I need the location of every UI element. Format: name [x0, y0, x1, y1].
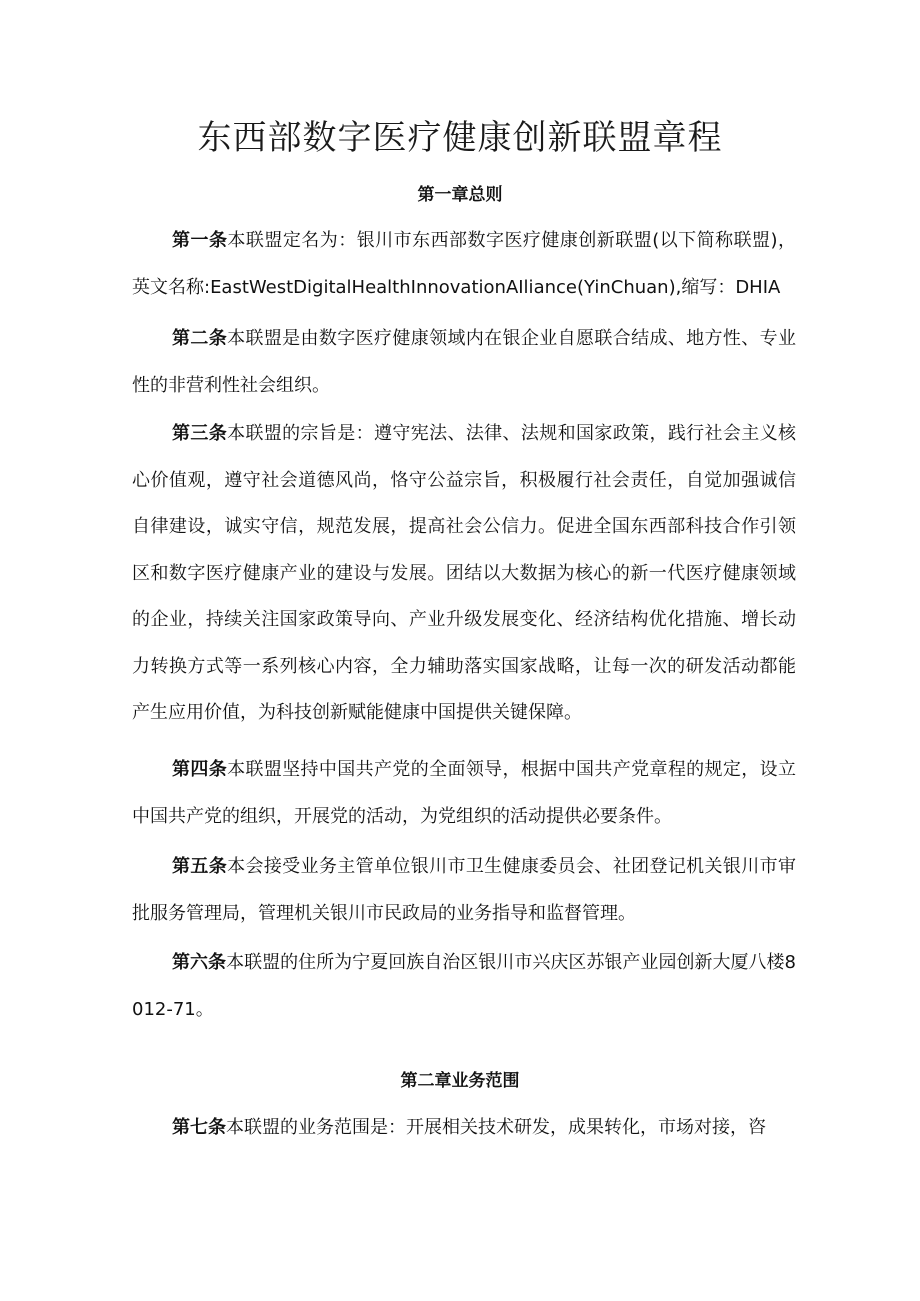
article-text: 本联盟的业务范围是：开展相关技术研发，成果转化，市场对接，咨 [226, 1117, 766, 1138]
article-label: 第一条 [172, 230, 228, 251]
article-text: 本联盟的宗旨是：遵守宪法、法律、法规和国家政策，践行社会主义核心价值观，遵守社会道德风尚，恪守公益宗旨，积极履行社会责任，自觉加强诚信自律建设，诚实守信，规范发展，提高社会公信力。促进全国东西部科技合作引领区和数字医疗健康产业的建设与发展。团结以大数据为核心的新一代医疗健康领域的企业，持续关注国家政策导向、产业升级发展变化、经济结构优化措施、增长动力转换方式等一系列核心内容，全力辅助落实国家战略，让每一次的研发活动都能产生应用价值，为科技创新赋能健康中国提供关键保障。 [132, 423, 796, 723]
article-text: 本会接受业务主管单位银川市卫生健康委员会、社团登记机关银川市审批服务管理局，管理机关银川市民政局的业务指导和监督管理。 [132, 856, 796, 924]
article-label: 第四条 [172, 759, 228, 780]
article-label: 第三条 [172, 423, 228, 444]
chapter-heading-1: 第一章总则 [417, 185, 503, 205]
article-5 [132, 844, 796, 937]
article-4 [132, 747, 796, 840]
article-6 [132, 940, 796, 1033]
article-label: 第二条 [172, 328, 228, 349]
article-1 [132, 218, 796, 311]
article-label: 第五条 [172, 856, 228, 877]
document-title: 东西部数字医疗健康创新联盟章程 [197, 118, 723, 158]
article-text: 本联盟的住所为宁夏回族自治区银川市兴庆区苏银产业园创新大厦八楼8012-71。 [132, 952, 797, 1020]
article-text: 本联盟坚持中国共产党的全面领导，根据中国共产党章程的规定，设立中国共产党的组织，开展党的活动，为党组织的活动提供必要条件。 [132, 759, 796, 827]
article-2 [132, 316, 796, 409]
article-label: 第七条 [172, 1117, 226, 1138]
article-text: 本联盟是由数字医疗健康领域内在银企业自愿联合结成、地方性、专业性的非营利性社会组织。 [132, 328, 796, 396]
article-3 [132, 411, 796, 737]
chapter-heading-2: 第二章业务范围 [400, 1071, 520, 1091]
article-label: 第六条 [172, 952, 227, 973]
article-7 [132, 1105, 796, 1152]
article-text: 本联盟定名为：银川市东西部数字医疗健康创新联盟(以下简称联盟)，英文名称:EastWestDigitalHealthInnovationAIliance(YinChuan),缩写：DHIA [132, 230, 797, 298]
